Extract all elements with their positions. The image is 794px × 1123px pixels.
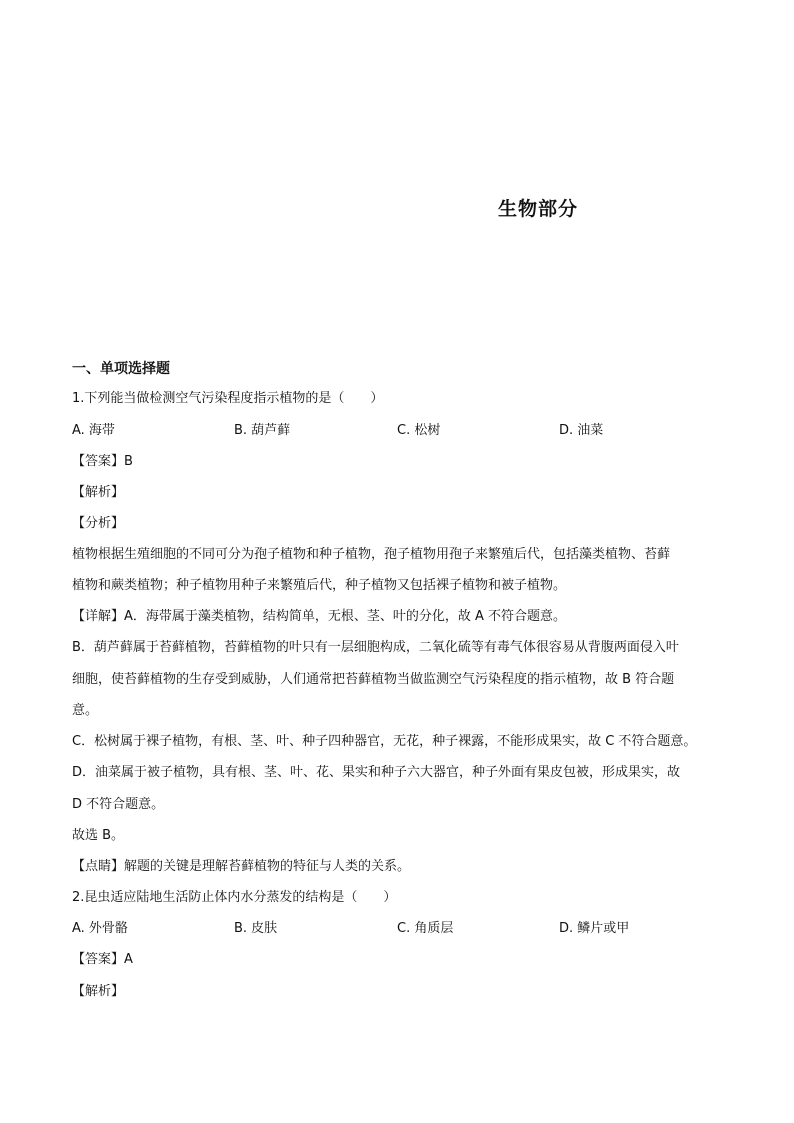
q2-analysis-label: 【解析】 — [72, 984, 125, 999]
q1-analysis-label: 【解析】 — [72, 485, 125, 500]
q2-option-b: B. 皮肤 — [234, 921, 278, 936]
q2-option-c: C. 角质层 — [397, 921, 454, 936]
section-heading: 一、单项选择题 — [72, 361, 170, 377]
q1-detail-line: 细胞，使苔藓植物的生存受到威胁，人们通常把苔藓植物当做监测空气污染程度的指示植物，故 B 符合题 — [72, 672, 675, 687]
q1-fenxi-line: 植物根据生殖细胞的不同可分为孢子植物和种子植物，孢子植物用孢子来繁殖后代，包括藻类植物、苔藓 — [72, 547, 671, 562]
q1-detail-line: B．葫芦藓属于苔藓植物，苔藓植物的叶只有一层细胞构成，二氧化硫等有毒气体很容易从背腹两面侵入叶 — [72, 640, 679, 655]
question-1-stem: 1.下列能当做检测空气污染程度指示植物的是（ ） — [72, 391, 384, 406]
q1-option-a: A. 海带 — [72, 423, 115, 438]
q1-option-b: B. 葫芦藓 — [234, 423, 291, 438]
q2-option-d: D. 鳞片或甲 — [559, 921, 630, 936]
question-2-stem: 2.昆虫适应陆地生活防止体内水分蒸发的结构是（ ） — [72, 890, 397, 905]
q1-detail-line: 意。 — [72, 703, 99, 718]
q1-conclusion: 故选 B。 — [72, 828, 125, 843]
page-title: 生物部分 — [498, 198, 579, 220]
q1-detail-line: D．油菜属于被子植物，具有根、茎、叶、花、果实和种子六大器官，种子外面有果皮包被，形成果实，故 — [72, 765, 681, 780]
q1-detail-line: D 不符合题意。 — [72, 797, 165, 812]
q2-option-a: A. 外骨骼 — [72, 921, 128, 936]
q1-answer: 【答案】B — [72, 454, 133, 469]
q1-fenxi-label: 【分析】 — [72, 516, 125, 531]
q2-answer: 【答案】A — [72, 952, 133, 967]
q1-detail-line: C．松树属于裸子植物，有根、茎、叶、种子四种器官，无花，种子裸露，不能形成果实，故 C 不符合题意。 — [72, 734, 697, 749]
q1-option-c: C. 松树 — [397, 423, 441, 438]
q1-detail-line: 【详解】A．海带属于藻类植物，结构简单，无根、茎、叶的分化，故 A 不符合题意。 — [72, 609, 567, 624]
q1-key-point: 【点睛】解题的关键是理解苔藓植物的特征与人类的关系。 — [72, 859, 411, 874]
q1-fenxi-line: 植物和蕨类植物；种子植物用种子来繁殖后代，种子植物又包括裸子植物和被子植物。 — [72, 578, 567, 593]
q1-option-d: D. 油菜 — [559, 423, 604, 438]
